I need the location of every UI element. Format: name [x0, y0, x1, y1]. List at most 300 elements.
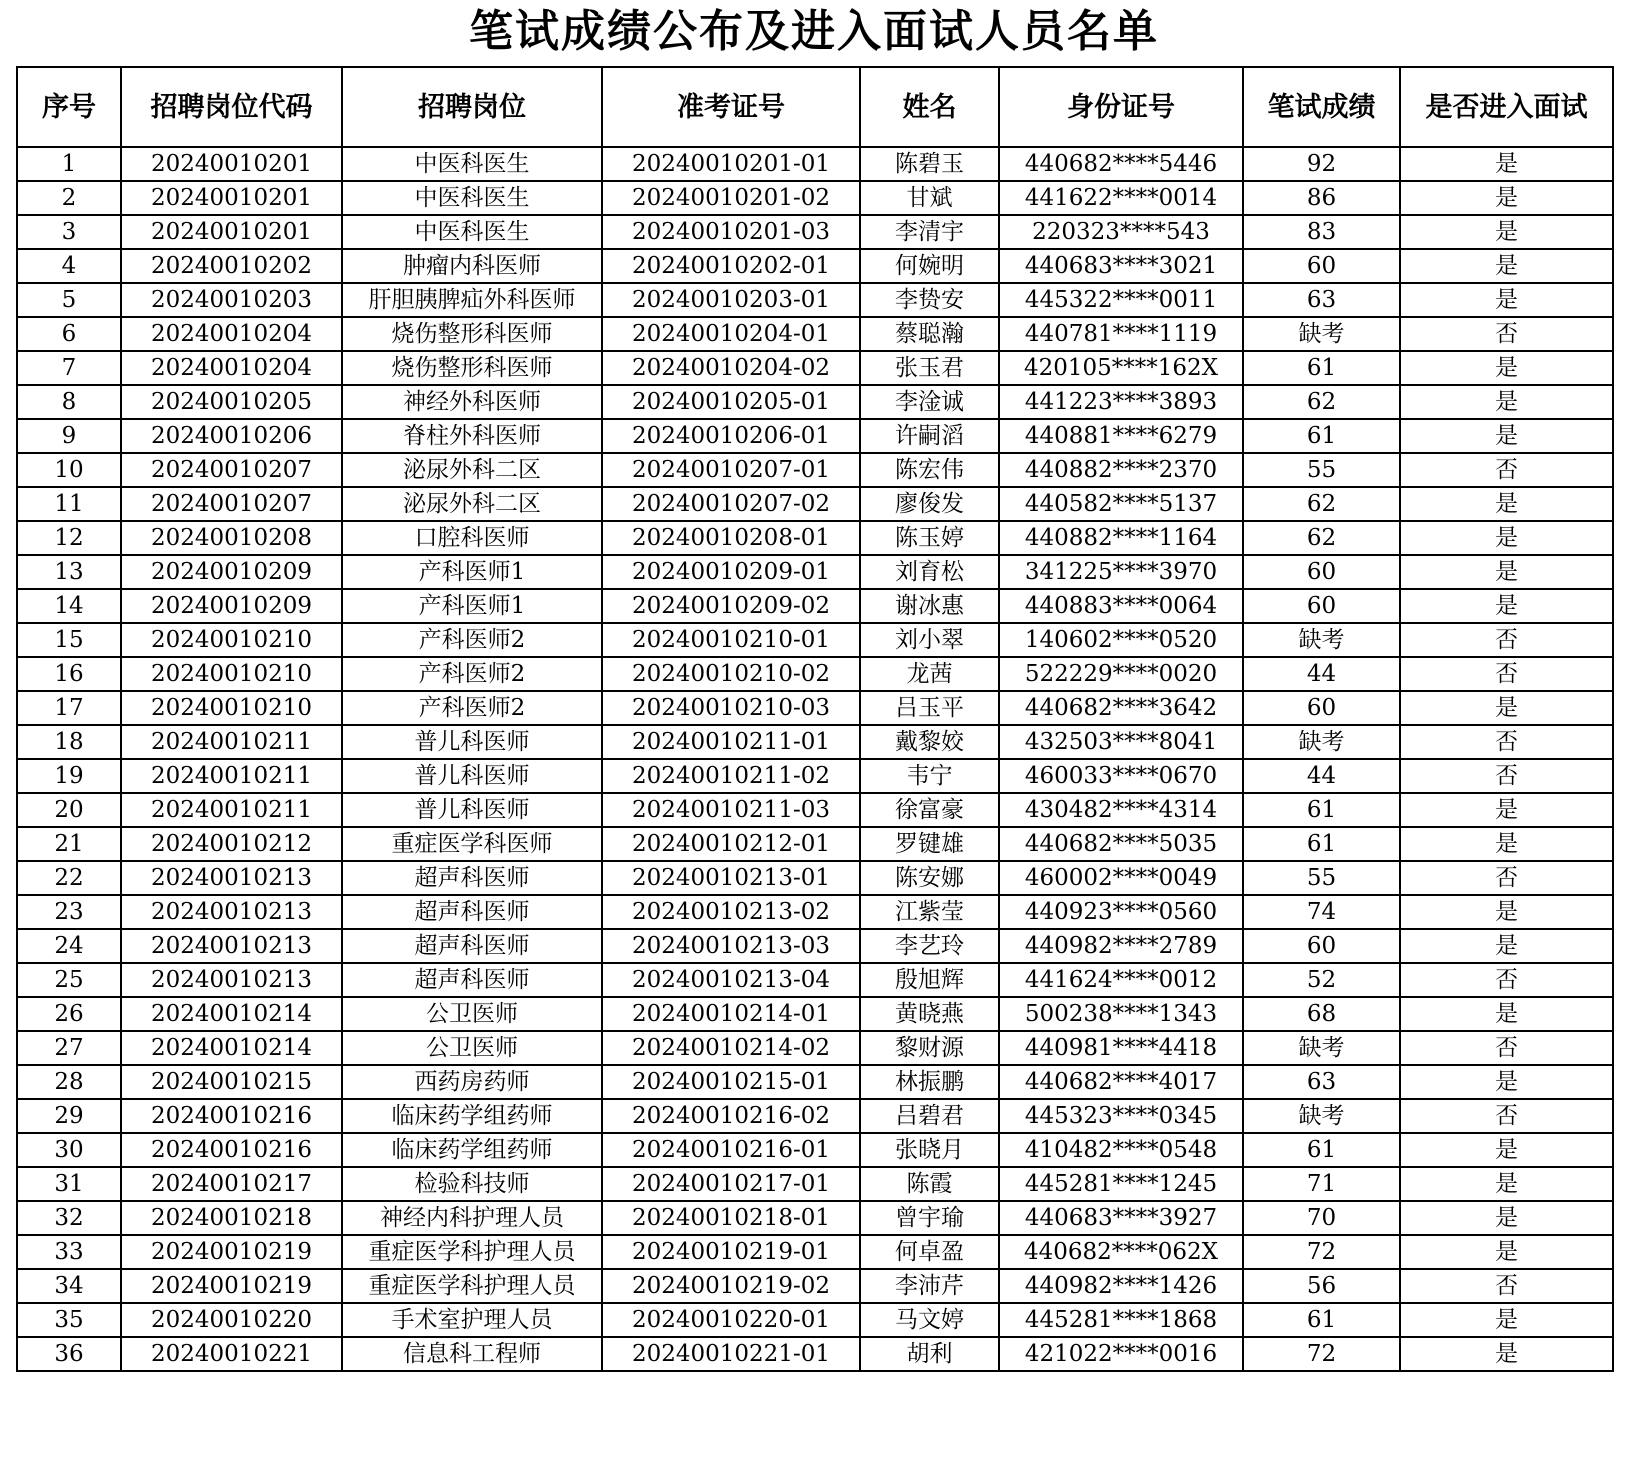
position-name-cell: 公卫医师 — [342, 1031, 602, 1065]
column-header: 身份证号 — [999, 67, 1243, 147]
written-score-cell: 44 — [1243, 657, 1400, 691]
id-number-cell: 220323****543 — [999, 215, 1243, 249]
id-number-cell: 445281****1868 — [999, 1303, 1243, 1337]
written-score-cell: 44 — [1243, 759, 1400, 793]
position-name-cell: 手术室护理人员 — [342, 1303, 602, 1337]
exam-ticket-number-cell: 20240010201-02 — [602, 181, 860, 215]
table-row — [17, 215, 1613, 249]
row-number-cell: 14 — [17, 589, 121, 623]
id-number-cell: 432503****8041 — [999, 725, 1243, 759]
position-code-cell: 20240010204 — [121, 317, 342, 351]
exam-ticket-number-cell: 20240010214-01 — [602, 997, 860, 1031]
id-number-cell: 140602****0520 — [999, 623, 1243, 657]
position-code-cell: 20240010203 — [121, 283, 342, 317]
interview-status-cell: 是 — [1400, 351, 1613, 385]
exam-ticket-number-cell: 20240010205-01 — [602, 385, 860, 419]
exam-ticket-number-cell: 20240010207-01 — [602, 453, 860, 487]
id-number-cell: 420105****162X — [999, 351, 1243, 385]
written-score-cell: 60 — [1243, 929, 1400, 963]
table-row — [17, 793, 1613, 827]
row-number-cell: 5 — [17, 283, 121, 317]
position-name-cell: 神经内科护理人员 — [342, 1201, 602, 1235]
id-number-cell: 460033****0670 — [999, 759, 1243, 793]
exam-ticket-number-cell: 20240010206-01 — [602, 419, 860, 453]
results-table — [16, 66, 1614, 1372]
candidate-name-cell: 徐富豪 — [860, 793, 999, 827]
written-score-cell: 63 — [1243, 283, 1400, 317]
position-code-cell: 20240010215 — [121, 1065, 342, 1099]
candidate-name-cell: 张玉君 — [860, 351, 999, 385]
id-number-cell: 341225****3970 — [999, 555, 1243, 589]
row-number-cell: 30 — [17, 1133, 121, 1167]
interview-status-cell: 否 — [1400, 1269, 1613, 1303]
exam-ticket-number-cell: 20240010202-01 — [602, 249, 860, 283]
row-number-cell: 4 — [17, 249, 121, 283]
id-number-cell: 441622****0014 — [999, 181, 1243, 215]
interview-status-cell: 是 — [1400, 929, 1613, 963]
candidate-name-cell: 黄晓燕 — [860, 997, 999, 1031]
written-score-cell: 92 — [1243, 147, 1400, 181]
candidate-name-cell: 刘育松 — [860, 555, 999, 589]
table-row — [17, 521, 1613, 555]
position-name-cell: 产科医师2 — [342, 657, 602, 691]
id-number-cell: 445323****0345 — [999, 1099, 1243, 1133]
interview-status-cell: 是 — [1400, 1133, 1613, 1167]
position-name-cell: 产科医师2 — [342, 691, 602, 725]
table-row — [17, 657, 1613, 691]
exam-ticket-number-cell: 20240010210-01 — [602, 623, 860, 657]
row-number-cell: 12 — [17, 521, 121, 555]
position-code-cell: 20240010213 — [121, 861, 342, 895]
exam-ticket-number-cell: 20240010204-01 — [602, 317, 860, 351]
position-name-cell: 西药房药师 — [342, 1065, 602, 1099]
id-number-cell: 500238****1343 — [999, 997, 1243, 1031]
interview-status-cell: 是 — [1400, 555, 1613, 589]
id-number-cell: 440582****5137 — [999, 487, 1243, 521]
row-number-cell: 23 — [17, 895, 121, 929]
id-number-cell: 430482****4314 — [999, 793, 1243, 827]
table-row — [17, 1065, 1613, 1099]
candidate-name-cell: 林振鹏 — [860, 1065, 999, 1099]
position-name-cell: 超声科医师 — [342, 929, 602, 963]
row-number-cell: 31 — [17, 1167, 121, 1201]
id-number-cell: 440683****3021 — [999, 249, 1243, 283]
id-number-cell: 440683****3927 — [999, 1201, 1243, 1235]
exam-ticket-number-cell: 20240010213-01 — [602, 861, 860, 895]
interview-status-cell: 否 — [1400, 453, 1613, 487]
exam-ticket-number-cell: 20240010201-03 — [602, 215, 860, 249]
id-number-cell: 440881****6279 — [999, 419, 1243, 453]
written-score-cell: 83 — [1243, 215, 1400, 249]
table-row — [17, 1235, 1613, 1269]
candidate-name-cell: 陈玉婷 — [860, 521, 999, 555]
position-name-cell: 重症医学科护理人员 — [342, 1235, 602, 1269]
written-score-cell: 60 — [1243, 555, 1400, 589]
interview-status-cell: 是 — [1400, 385, 1613, 419]
written-score-cell: 74 — [1243, 895, 1400, 929]
exam-ticket-number-cell: 20240010216-02 — [602, 1099, 860, 1133]
id-number-cell: 440682****4017 — [999, 1065, 1243, 1099]
written-score-cell: 缺考 — [1243, 317, 1400, 351]
table-row — [17, 1303, 1613, 1337]
table-row — [17, 181, 1613, 215]
row-number-cell: 36 — [17, 1337, 121, 1371]
candidate-name-cell: 陈宏伟 — [860, 453, 999, 487]
exam-ticket-number-cell: 20240010221-01 — [602, 1337, 860, 1371]
candidate-name-cell: 吕碧君 — [860, 1099, 999, 1133]
position-name-cell: 泌尿外科二区 — [342, 453, 602, 487]
position-name-cell: 产科医师2 — [342, 623, 602, 657]
exam-ticket-number-cell: 20240010209-02 — [602, 589, 860, 623]
interview-status-cell: 是 — [1400, 691, 1613, 725]
id-number-cell: 440682****062X — [999, 1235, 1243, 1269]
written-score-cell: 61 — [1243, 1303, 1400, 1337]
position-name-cell: 信息科工程师 — [342, 1337, 602, 1371]
exam-ticket-number-cell: 20240010207-02 — [602, 487, 860, 521]
candidate-name-cell: 陈霞 — [860, 1167, 999, 1201]
position-name-cell: 产科医师1 — [342, 555, 602, 589]
row-number-cell: 7 — [17, 351, 121, 385]
position-name-cell: 超声科医师 — [342, 963, 602, 997]
table-row — [17, 895, 1613, 929]
row-number-cell: 21 — [17, 827, 121, 861]
interview-status-cell: 是 — [1400, 589, 1613, 623]
table-row — [17, 453, 1613, 487]
exam-ticket-number-cell: 20240010219-02 — [602, 1269, 860, 1303]
written-score-cell: 缺考 — [1243, 623, 1400, 657]
interview-status-cell: 否 — [1400, 657, 1613, 691]
position-code-cell: 20240010217 — [121, 1167, 342, 1201]
row-number-cell: 13 — [17, 555, 121, 589]
row-number-cell: 22 — [17, 861, 121, 895]
position-name-cell: 普儿科医师 — [342, 759, 602, 793]
interview-status-cell: 否 — [1400, 623, 1613, 657]
candidate-name-cell: 殷旭辉 — [860, 963, 999, 997]
table-row — [17, 623, 1613, 657]
exam-ticket-number-cell: 20240010210-03 — [602, 691, 860, 725]
candidate-name-cell: 许嗣滔 — [860, 419, 999, 453]
table-row — [17, 997, 1613, 1031]
table-row — [17, 351, 1613, 385]
interview-status-cell: 否 — [1400, 963, 1613, 997]
table-row — [17, 827, 1613, 861]
position-name-cell: 肿瘤内科医师 — [342, 249, 602, 283]
id-number-cell: 421022****0016 — [999, 1337, 1243, 1371]
interview-status-cell: 否 — [1400, 1099, 1613, 1133]
position-name-cell: 肝胆胰脾疝外科医师 — [342, 283, 602, 317]
written-score-cell: 62 — [1243, 521, 1400, 555]
interview-status-cell: 是 — [1400, 1303, 1613, 1337]
id-number-cell: 445322****0011 — [999, 283, 1243, 317]
row-number-cell: 18 — [17, 725, 121, 759]
row-number-cell: 34 — [17, 1269, 121, 1303]
candidate-name-cell: 李沛芹 — [860, 1269, 999, 1303]
written-score-cell: 62 — [1243, 385, 1400, 419]
table-row — [17, 589, 1613, 623]
written-score-cell: 61 — [1243, 793, 1400, 827]
exam-ticket-number-cell: 20240010215-01 — [602, 1065, 860, 1099]
written-score-cell: 62 — [1243, 487, 1400, 521]
exam-ticket-number-cell: 20240010214-02 — [602, 1031, 860, 1065]
id-number-cell: 440682****5035 — [999, 827, 1243, 861]
row-number-cell: 10 — [17, 453, 121, 487]
written-score-cell: 61 — [1243, 351, 1400, 385]
written-score-cell: 70 — [1243, 1201, 1400, 1235]
position-code-cell: 20240010209 — [121, 555, 342, 589]
position-code-cell: 20240010214 — [121, 997, 342, 1031]
row-number-cell: 2 — [17, 181, 121, 215]
position-name-cell: 超声科医师 — [342, 895, 602, 929]
position-name-cell: 烧伤整形科医师 — [342, 317, 602, 351]
candidate-name-cell: 蔡聪瀚 — [860, 317, 999, 351]
exam-ticket-number-cell: 20240010211-01 — [602, 725, 860, 759]
candidate-name-cell: 胡利 — [860, 1337, 999, 1371]
exam-ticket-number-cell: 20240010218-01 — [602, 1201, 860, 1235]
column-header: 招聘岗位代码 — [121, 67, 342, 147]
position-code-cell: 20240010219 — [121, 1235, 342, 1269]
table-row — [17, 147, 1613, 181]
id-number-cell: 440883****0064 — [999, 589, 1243, 623]
exam-ticket-number-cell: 20240010208-01 — [602, 521, 860, 555]
interview-status-cell: 是 — [1400, 1201, 1613, 1235]
written-score-cell: 55 — [1243, 453, 1400, 487]
position-code-cell: 20240010213 — [121, 929, 342, 963]
table-row — [17, 1337, 1613, 1371]
written-score-cell: 60 — [1243, 691, 1400, 725]
id-number-cell: 522229****0020 — [999, 657, 1243, 691]
candidate-name-cell: 刘小翠 — [860, 623, 999, 657]
id-number-cell: 440682****3642 — [999, 691, 1243, 725]
written-score-cell: 55 — [1243, 861, 1400, 895]
exam-ticket-number-cell: 20240010213-03 — [602, 929, 860, 963]
interview-status-cell: 是 — [1400, 487, 1613, 521]
position-name-cell: 神经外科医师 — [342, 385, 602, 419]
position-code-cell: 20240010201 — [121, 215, 342, 249]
written-score-cell: 缺考 — [1243, 1031, 1400, 1065]
candidate-name-cell: 龙茜 — [860, 657, 999, 691]
table-row — [17, 1031, 1613, 1065]
position-code-cell: 20240010207 — [121, 487, 342, 521]
table-row — [17, 725, 1613, 759]
position-code-cell: 20240010219 — [121, 1269, 342, 1303]
table-body — [17, 147, 1613, 1371]
candidate-name-cell: 李淦诚 — [860, 385, 999, 419]
position-name-cell: 公卫医师 — [342, 997, 602, 1031]
position-code-cell: 20240010213 — [121, 895, 342, 929]
position-name-cell: 中医科医生 — [342, 181, 602, 215]
id-number-cell: 441223****3893 — [999, 385, 1243, 419]
position-code-cell: 20240010218 — [121, 1201, 342, 1235]
written-score-cell: 72 — [1243, 1337, 1400, 1371]
position-name-cell: 检验科技师 — [342, 1167, 602, 1201]
position-code-cell: 20240010210 — [121, 657, 342, 691]
position-code-cell: 20240010212 — [121, 827, 342, 861]
written-score-cell: 60 — [1243, 249, 1400, 283]
position-name-cell: 重症医学科护理人员 — [342, 1269, 602, 1303]
exam-ticket-number-cell: 20240010213-02 — [602, 895, 860, 929]
interview-status-cell: 是 — [1400, 215, 1613, 249]
candidate-name-cell: 甘斌 — [860, 181, 999, 215]
position-code-cell: 20240010210 — [121, 623, 342, 657]
table-row — [17, 1099, 1613, 1133]
interview-status-cell: 否 — [1400, 759, 1613, 793]
candidate-name-cell: 陈碧玉 — [860, 147, 999, 181]
row-number-cell: 16 — [17, 657, 121, 691]
written-score-cell: 72 — [1243, 1235, 1400, 1269]
written-score-cell: 68 — [1243, 997, 1400, 1031]
table-row — [17, 1201, 1613, 1235]
row-number-cell: 33 — [17, 1235, 121, 1269]
table-row — [17, 487, 1613, 521]
position-name-cell: 产科医师1 — [342, 589, 602, 623]
row-number-cell: 29 — [17, 1099, 121, 1133]
candidate-name-cell: 谢冰惠 — [860, 589, 999, 623]
exam-ticket-number-cell: 20240010210-02 — [602, 657, 860, 691]
id-number-cell: 440682****5446 — [999, 147, 1243, 181]
id-number-cell: 445281****1245 — [999, 1167, 1243, 1201]
interview-status-cell: 是 — [1400, 181, 1613, 215]
exam-ticket-number-cell: 20240010212-01 — [602, 827, 860, 861]
row-number-cell: 25 — [17, 963, 121, 997]
table-row — [17, 1133, 1613, 1167]
exam-ticket-number-cell: 20240010203-01 — [602, 283, 860, 317]
interview-status-cell: 否 — [1400, 1031, 1613, 1065]
exam-ticket-number-cell: 20240010201-01 — [602, 147, 860, 181]
id-number-cell: 440882****1164 — [999, 521, 1243, 555]
position-name-cell: 临床药学组药师 — [342, 1099, 602, 1133]
position-name-cell: 普儿科医师 — [342, 793, 602, 827]
candidate-name-cell: 何卓盈 — [860, 1235, 999, 1269]
position-code-cell: 20240010214 — [121, 1031, 342, 1065]
id-number-cell: 460002****0049 — [999, 861, 1243, 895]
candidate-name-cell: 吕玉平 — [860, 691, 999, 725]
interview-status-cell: 是 — [1400, 419, 1613, 453]
position-name-cell: 重症医学科医师 — [342, 827, 602, 861]
table-row — [17, 555, 1613, 589]
exam-ticket-number-cell: 20240010211-02 — [602, 759, 860, 793]
row-number-cell: 6 — [17, 317, 121, 351]
written-score-cell: 缺考 — [1243, 1099, 1400, 1133]
position-name-cell: 中医科医生 — [342, 147, 602, 181]
table-row — [17, 419, 1613, 453]
position-code-cell: 20240010211 — [121, 759, 342, 793]
position-code-cell: 20240010211 — [121, 793, 342, 827]
row-number-cell: 20 — [17, 793, 121, 827]
row-number-cell: 28 — [17, 1065, 121, 1099]
table-row — [17, 1269, 1613, 1303]
column-header: 序号 — [17, 67, 121, 147]
position-name-cell: 普儿科医师 — [342, 725, 602, 759]
candidate-name-cell: 廖俊发 — [860, 487, 999, 521]
table-row — [17, 283, 1613, 317]
written-score-cell: 71 — [1243, 1167, 1400, 1201]
id-number-cell: 440882****2370 — [999, 453, 1243, 487]
table-row — [17, 249, 1613, 283]
interview-status-cell: 是 — [1400, 793, 1613, 827]
written-score-cell: 52 — [1243, 963, 1400, 997]
exam-ticket-number-cell: 20240010209-01 — [602, 555, 860, 589]
row-number-cell: 1 — [17, 147, 121, 181]
position-name-cell: 脊柱外科医师 — [342, 419, 602, 453]
position-code-cell: 20240010207 — [121, 453, 342, 487]
position-code-cell: 20240010202 — [121, 249, 342, 283]
interview-status-cell: 是 — [1400, 283, 1613, 317]
exam-ticket-number-cell: 20240010204-02 — [602, 351, 860, 385]
table-row — [17, 929, 1613, 963]
exam-ticket-number-cell: 20240010213-04 — [602, 963, 860, 997]
column-header: 姓名 — [860, 67, 999, 147]
row-number-cell: 32 — [17, 1201, 121, 1235]
id-number-cell: 440982****2789 — [999, 929, 1243, 963]
row-number-cell: 27 — [17, 1031, 121, 1065]
position-name-cell: 超声科医师 — [342, 861, 602, 895]
position-name-cell: 临床药学组药师 — [342, 1133, 602, 1167]
row-number-cell: 26 — [17, 997, 121, 1031]
row-number-cell: 35 — [17, 1303, 121, 1337]
written-score-cell: 缺考 — [1243, 725, 1400, 759]
position-code-cell: 20240010201 — [121, 181, 342, 215]
position-code-cell: 20240010216 — [121, 1133, 342, 1167]
header-row — [17, 67, 1613, 147]
interview-status-cell: 否 — [1400, 725, 1613, 759]
row-number-cell: 3 — [17, 215, 121, 249]
table-row — [17, 317, 1613, 351]
candidate-name-cell: 张晓月 — [860, 1133, 999, 1167]
id-number-cell: 440981****4418 — [999, 1031, 1243, 1065]
position-code-cell: 20240010201 — [121, 147, 342, 181]
candidate-name-cell: 江紫莹 — [860, 895, 999, 929]
candidate-name-cell: 韦宁 — [860, 759, 999, 793]
exam-ticket-number-cell: 20240010217-01 — [602, 1167, 860, 1201]
row-number-cell: 9 — [17, 419, 121, 453]
table-row — [17, 1167, 1613, 1201]
interview-status-cell: 是 — [1400, 1235, 1613, 1269]
table-row — [17, 385, 1613, 419]
exam-ticket-number-cell: 20240010219-01 — [602, 1235, 860, 1269]
exam-ticket-number-cell: 20240010220-01 — [602, 1303, 860, 1337]
interview-status-cell: 是 — [1400, 521, 1613, 555]
position-code-cell: 20240010221 — [121, 1337, 342, 1371]
id-number-cell: 410482****0548 — [999, 1133, 1243, 1167]
candidate-name-cell: 马文婷 — [860, 1303, 999, 1337]
column-header: 招聘岗位 — [342, 67, 602, 147]
interview-status-cell: 是 — [1400, 1167, 1613, 1201]
written-score-cell: 61 — [1243, 419, 1400, 453]
interview-status-cell: 是 — [1400, 997, 1613, 1031]
row-number-cell: 15 — [17, 623, 121, 657]
position-name-cell: 中医科医生 — [342, 215, 602, 249]
table-row — [17, 759, 1613, 793]
interview-status-cell: 是 — [1400, 895, 1613, 929]
row-number-cell: 11 — [17, 487, 121, 521]
row-number-cell: 24 — [17, 929, 121, 963]
interview-status-cell: 是 — [1400, 1337, 1613, 1371]
id-number-cell: 440781****1119 — [999, 317, 1243, 351]
position-name-cell: 口腔科医师 — [342, 521, 602, 555]
interview-status-cell: 是 — [1400, 249, 1613, 283]
interview-status-cell: 否 — [1400, 861, 1613, 895]
position-code-cell: 20240010205 — [121, 385, 342, 419]
candidate-name-cell: 陈安娜 — [860, 861, 999, 895]
candidate-name-cell: 曾宇瑜 — [860, 1201, 999, 1235]
written-score-cell: 86 — [1243, 181, 1400, 215]
interview-status-cell: 否 — [1400, 317, 1613, 351]
position-code-cell: 20240010213 — [121, 963, 342, 997]
position-code-cell: 20240010209 — [121, 589, 342, 623]
candidate-name-cell: 李清宇 — [860, 215, 999, 249]
table-row — [17, 861, 1613, 895]
candidate-name-cell: 李贽安 — [860, 283, 999, 317]
